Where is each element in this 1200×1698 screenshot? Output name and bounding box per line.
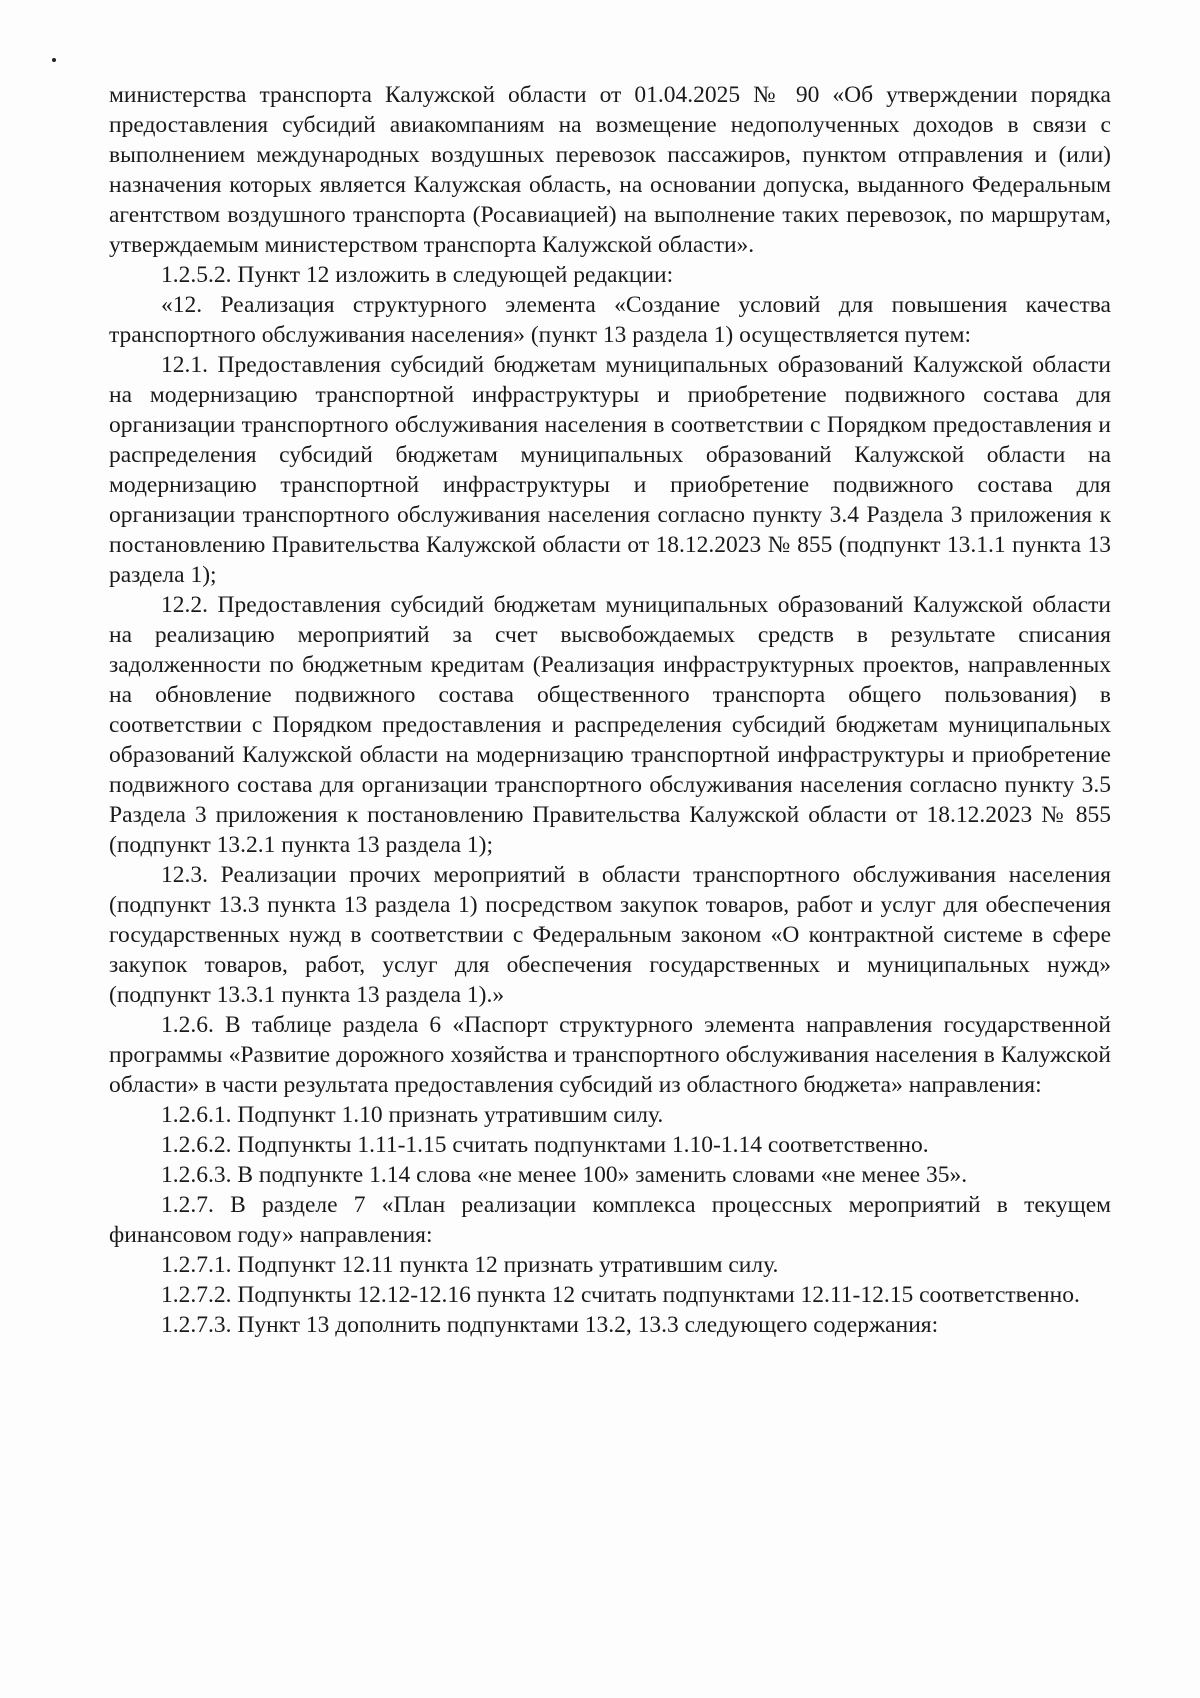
paragraph-item-12-2: 12.2. Предоставления субсидий бюджетам муниципальных образований Калужской области на реализацию мероприятий за счет высвобождаемых средств в результате списания задолженности по бюджетным кредитам (Реализация инфраструктурных проектов, направленных на обновление подвижного состава общественного транспорта общего пользования) в соответствии с Порядком предоставления и распределения субсидий бюджетам муниципальных образований Калужской области на модернизацию транспортной инфраструктуры и приобретение подвижного состава для организации транспортного обслуживания населения согласно пункту 3.5 Раздела 3 приложения к постановлению Правительства Калужской области от 18.12.2023 № 855 (подпункт 13.2.1 пункта 13 раздела 1); bbox=[109, 592, 1111, 858]
paragraph-1-2-7-3: 1.2.7.3. Пункт 13 дополнить подпунктами 13.2, 13.3 следующего содержания: bbox=[161, 1312, 939, 1338]
paragraph-1-2-6-2: 1.2.6.2. Подпункты 1.11-1.15 считать подпунктами 1.10-1.14 соответственно. bbox=[161, 1132, 929, 1158]
paragraph-continuation: министерства транспорта Калужской области от 01.04.2025 № 90 «Об утверждении порядка предоставления субсидий авиакомпаниям на возмещение недополученных доходов в связи с выполнением международных воздушных перевозок пассажиров, пунктом отправления и (или) назначения которых является Калужская область, на основании допуска, выданного Федеральным агентством воздушного транспорта (Росавиацией) на выполнение таких перевозок, по маршрутам, утверждаемым министерством транспорта Калужской области». bbox=[109, 82, 1111, 258]
document-body bbox=[109, 80, 1111, 1340]
paragraph-1-2-6-3: 1.2.6.3. В подпункте 1.14 слова «не менее 100» заменить словами «не менее 35». bbox=[161, 1162, 968, 1188]
paragraph-item-12-3: 12.3. Реализации прочих мероприятий в области транспортного обслуживания населения (подпункт 13.3 пункта 13 раздела 1) посредством закупок товаров, работ и услуг для обеспечения государственных нужд в соответствии с Федеральным законом «О контрактной системе в сфере закупок товаров, работ, услуг для обеспечения государственных и муниципальных нужд» (подпункт 13.3.1 пункта 13 раздела 1).» bbox=[109, 862, 1111, 1008]
paragraph-1-2-6-1: 1.2.6.1. Подпункт 1.10 признать утратившим силу. bbox=[161, 1102, 664, 1128]
paragraph-1-2-6: 1.2.6. В таблице раздела 6 «Паспорт структурного элемента направления государственной программы «Развитие дорожного хозяйства и транспортного обслуживания населения в Калужской области» в части результата предоставления субсидий из областного бюджета» направления: bbox=[109, 1012, 1111, 1098]
paragraph-1-2-7-2: 1.2.7.2. Подпункты 12.12-12.16 пункта 12 считать подпунктами 12.11-12.15 соответственно. bbox=[161, 1282, 1080, 1308]
paragraph-item-12-1: 12.1. Предоставления субсидий бюджетам муниципальных образований Калужской области на модернизацию транспортной инфраструктуры и приобретение подвижного состава для организации транспортного обслуживания населения в соответствии с Порядком предоставления и распределения субсидий бюджетам муниципальных образований Калужской области на модернизацию транспортной инфраструктуры и приобретение подвижного состава для организации транспортного обслуживания населения согласно пункту 3.4 Раздела 3 приложения к постановлению Правительства Калужской области от 18.12.2023 № 855 (подпункт 13.1.1 пункта 13 раздела 1); bbox=[109, 352, 1111, 588]
paragraph-1-2-5-2: 1.2.5.2. Пункт 12 изложить в следующей редакции: bbox=[161, 262, 674, 288]
paragraph-item-12: «12. Реализация структурного элемента «Создание условий для повышения качества транспортного обслуживания населения» (пункт 13 раздела 1) осуществляется путем: bbox=[109, 292, 1111, 348]
paragraph-1-2-7: 1.2.7. В разделе 7 «План реализации комплекса процессных мероприятий в текущем финансовом году» направления: bbox=[109, 1192, 1111, 1248]
paragraph-1-2-7-1: 1.2.7.1. Подпункт 12.11 пункта 12 признать утратившим силу. bbox=[161, 1252, 779, 1278]
scan-artifact-dot bbox=[52, 58, 56, 62]
